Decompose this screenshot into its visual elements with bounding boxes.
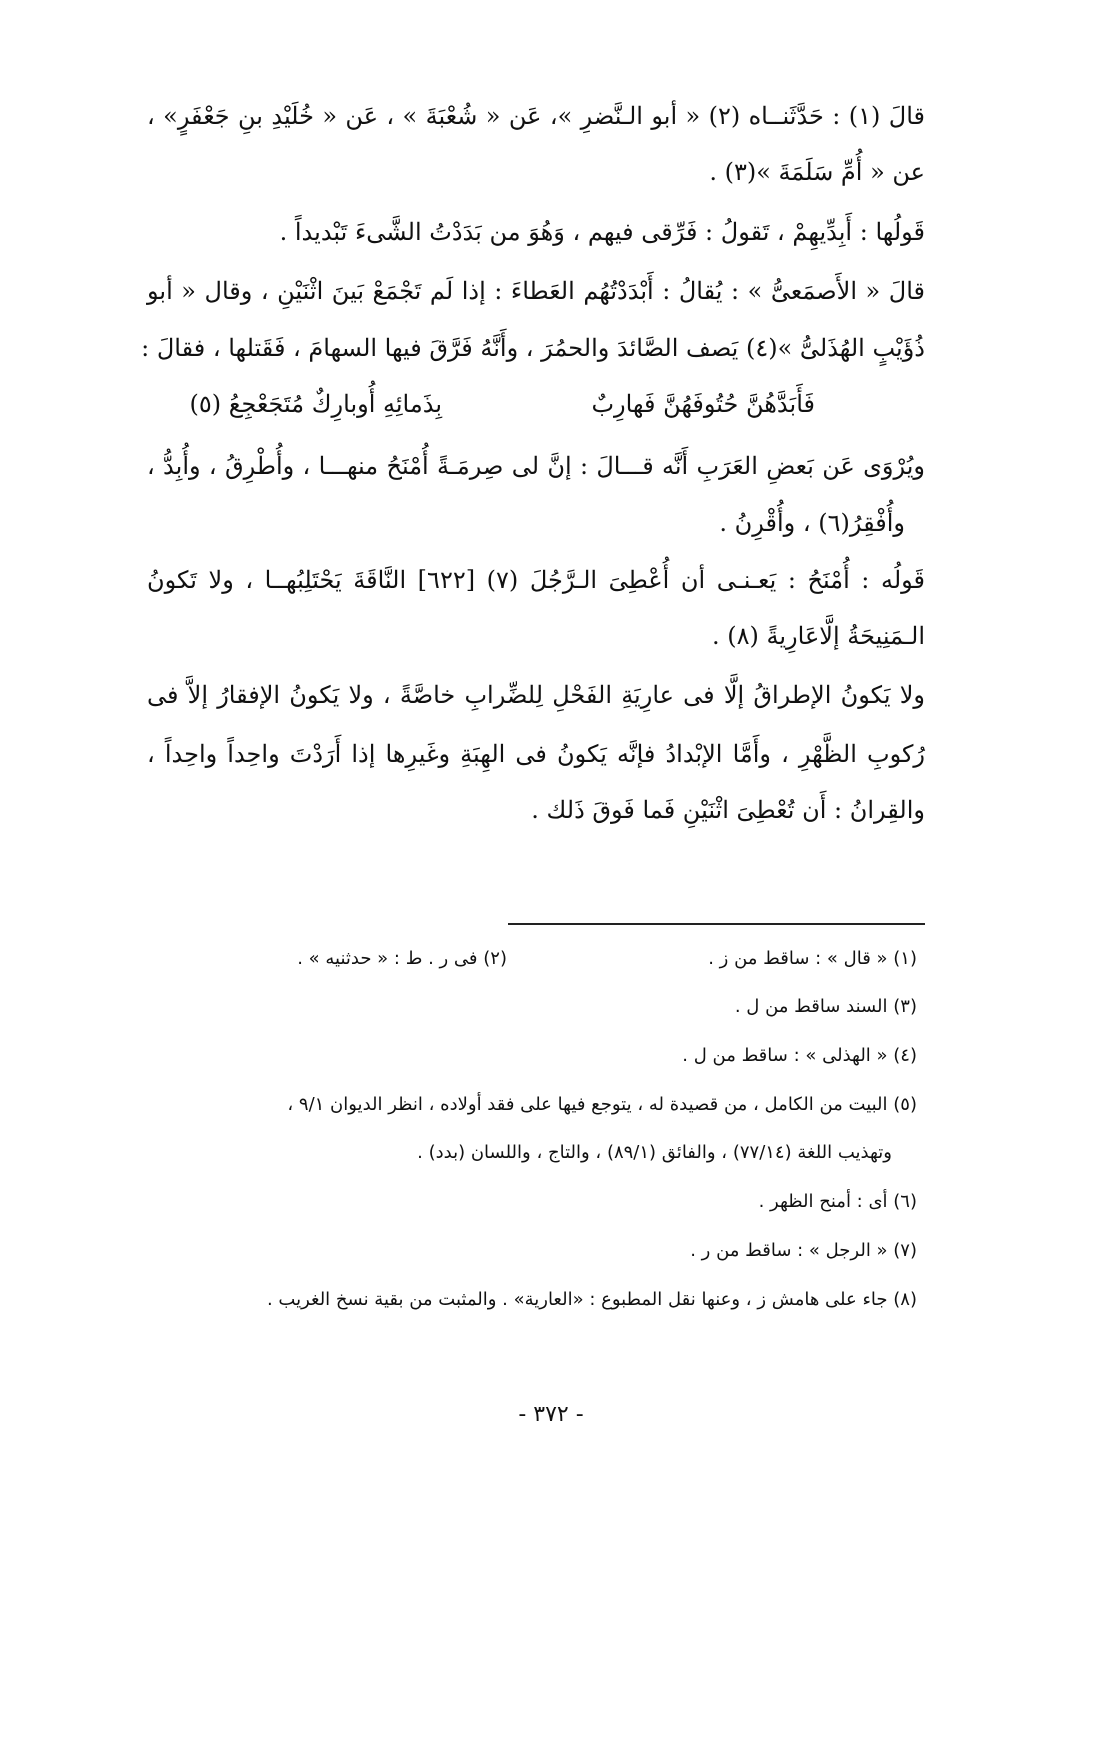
footnote-5-line-2: وتهذيب اللغة (٧٧/١٤) ، والفائق (٨٩/١) ، والتاج ، واللسان (بدد) . <box>417 1142 892 1163</box>
text-line-5: ذُؤَيْبٍ الهُذَلىُّ »(٤) يَصف الصَّائدَ والحمُرَ ، وأَنَّهُ فَرَّقَ فيها السهامَ ، فَقَتلها ، فقالَ : <box>141 334 925 362</box>
text-line-12: والقِرانُ : أَن تُعْطِىَ اثْنَيْنِ فَما فَوقَ ذَلك . <box>531 796 925 824</box>
footnote-3: (٣) السند ساقط من ل . <box>734 996 917 1017</box>
text-line-6: ويُرْوَى عَن بَعضِ العَرَبِ أَنَّه قـــالَ : إنَّ لى صِرمَـةً أُمْنَحُ منهـــا ، وأُطْرِقُ ، وأُبِدُّ ، <box>147 452 925 480</box>
page-number: - ٣٧٢ - <box>518 1402 584 1427</box>
footnote-7: (٧) « الرجل » : ساقط من ر . <box>690 1240 917 1261</box>
text-line-2: عن « أُمِّ سَلَمَةَ »(٣) . <box>709 158 925 186</box>
text-line-8: قَولُه : أُمْنَحُ : يَعـنـى أن أُعْطِىَ الـرَّجُلَ (٧) [٦٢٢] النَّاقَةَ يَحْتَلِبُهــا ، ولا تَكونُ <box>147 566 926 594</box>
verse-first-hemistich: فَأَبَدَّهُنَّ حُتُوفَهُنَّ فَهارِبٌ <box>591 390 815 418</box>
text-line-11: رُكوبِ الظَّهْرِ ، وأَمَّا الإبْدادُ فإنَّه يَكونُ فى الهِبَةِ وغَيرِها إذا أَرَدْتَ واحِداً واحِداً ، <box>147 740 925 768</box>
footnote-2: (٢) فى ر . ط : « حدثنيه » . <box>297 948 507 969</box>
footnote-divider <box>508 923 925 925</box>
text-line-4: قالَ « الأَصمَعىُّ » : يُقالُ : أَبْدَدْتُهُم العَطاءَ : إذا لَم تَجْمَعْ بَينَ اثْنَيْنِ ، وقال « أبو <box>147 277 925 305</box>
footnote-4: (٤) « الهذلى » : ساقط من ل . <box>682 1045 917 1066</box>
footnote-5-line-1: (٥) البيت من الكامل ، من قصيدة له ، يتوجع فيها على فقد أولاده ، انظر الديوان ٩/١ ، <box>287 1094 917 1115</box>
footnote-1: (١) « قال » : ساقط من ز . <box>708 948 917 969</box>
verse-second-hemistich: بِذَمائِهِ أُوبارِكٌ مُتَجَعْجِعُ (٥) <box>189 390 442 418</box>
text-line-10: ولا يَكونُ الإطراقُ إلَّا فى عارِيَةِ الفَحْلِ لِلضِّرابِ خاصَّةً ، ولا يَكونُ الإفقارُ إلاَّ فى <box>147 681 925 709</box>
text-line-3: قَولُها : أَبِدِّيهِمْ ، تَقولُ : فَرِّقى فيهم ، وَهُوَ من بَدَدْتُ الشَّىءَ تَبْديداً . <box>279 218 925 246</box>
text-line-7: وأُفْقِرُ(٦) ، وأُقْرِنُ . <box>719 509 905 537</box>
footnote-6: (٦) أى : أمنح الظهر . <box>758 1191 917 1212</box>
text-line-9: الـمَنِيحَةُ إلَّاعَارِيةً (٨) . <box>712 622 925 650</box>
footnote-8: (٨) جاء على هامش ز ، وعنها نقل المطبوع : «العارية» . والمثبت من بقية نسخ الغريب . <box>266 1289 917 1310</box>
text-line-1: قالَ (١) : حَدَّثَنــاه (٢) « أبو الـنَّضرِ »، عَن « شُعْبَةَ » ، عَن « خُلَيْدِ بنِ جَعْفَرٍ» ، <box>147 102 925 130</box>
